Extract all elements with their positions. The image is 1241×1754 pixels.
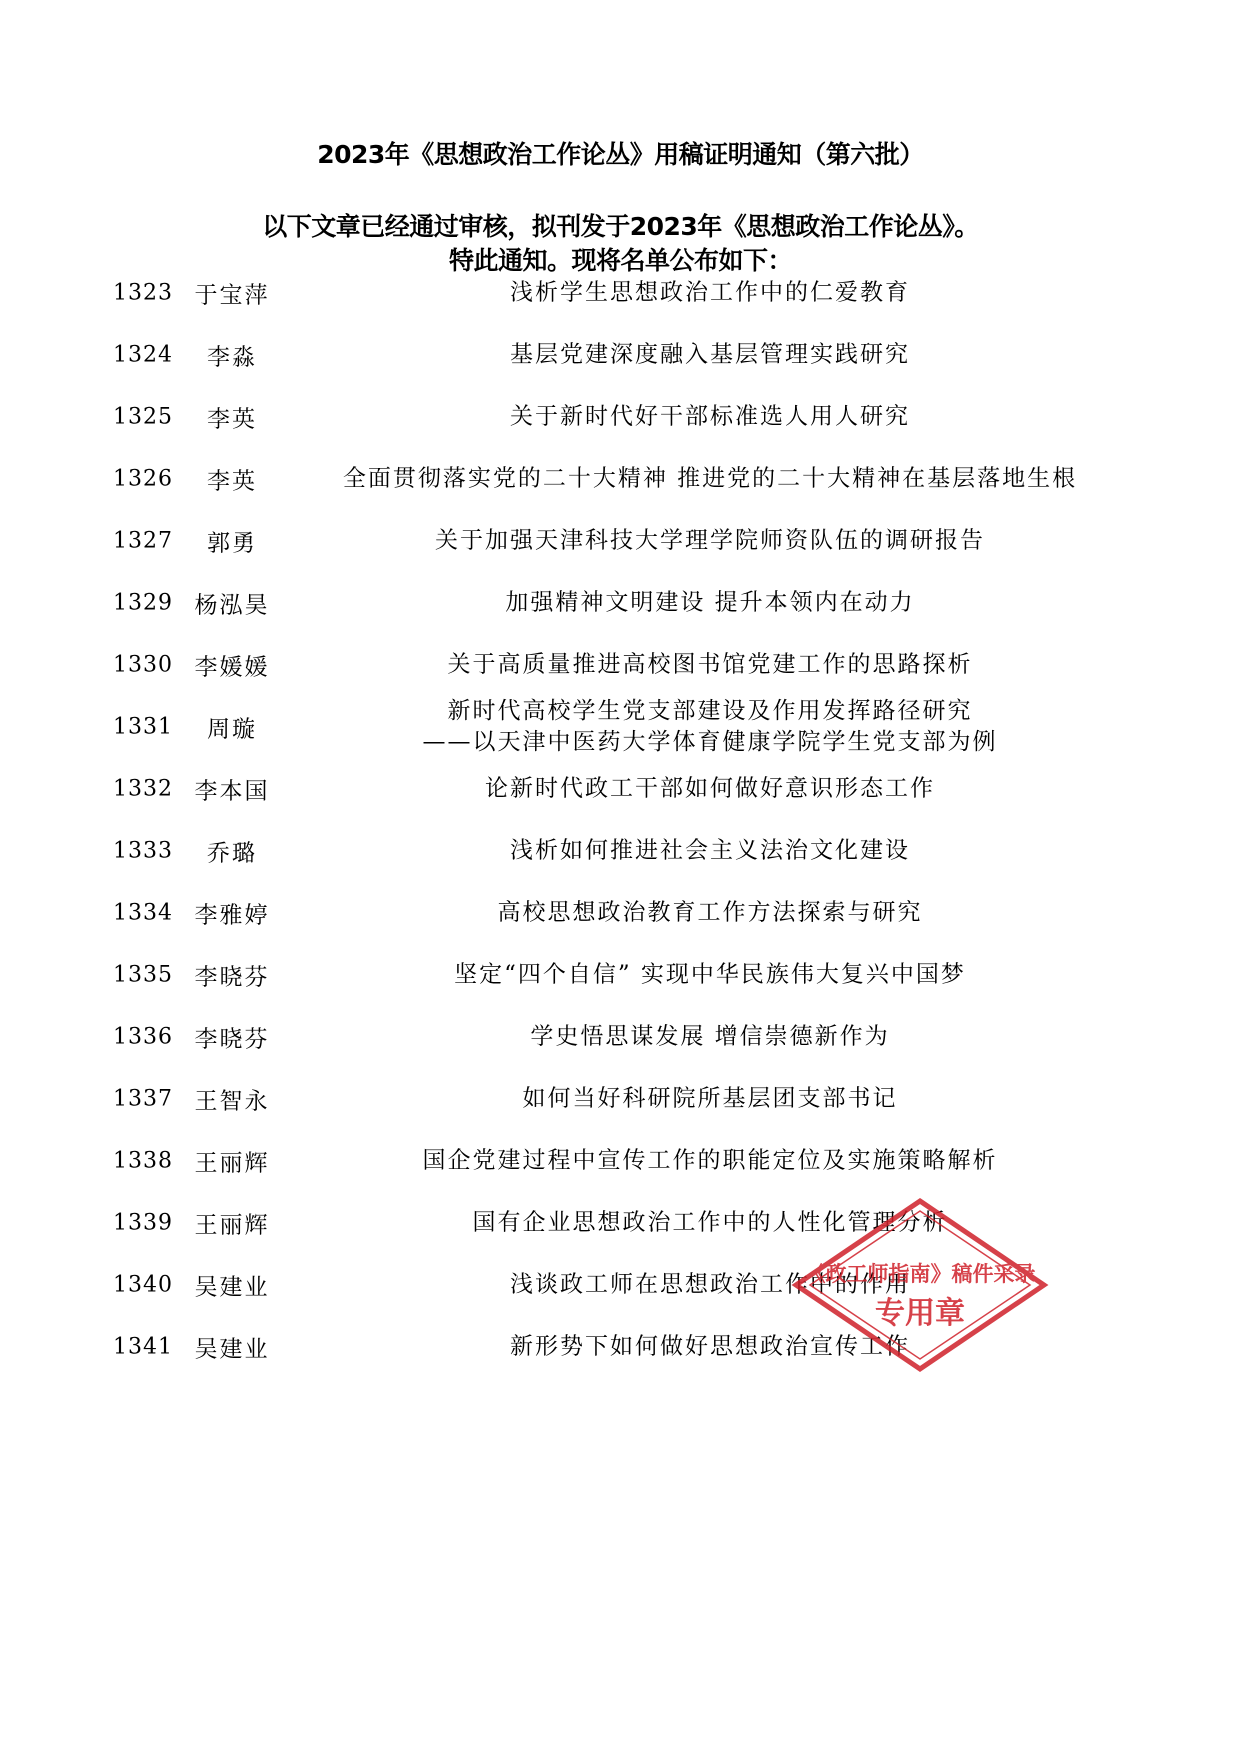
paper-title-line: 学史悟思谋发展 增信崇德新作为 [530, 1023, 890, 1050]
entry-number: 1329 [113, 590, 173, 616]
list-item [0, 1317, 1241, 1377]
paper-title-line: 加强精神文明建设 提升本领内在动力 [505, 589, 915, 616]
stamp-graphic [790, 1195, 1050, 1375]
author-name: 周璇 [207, 716, 257, 743]
list-item [0, 325, 1241, 385]
entry-number: 1340 [113, 1272, 173, 1298]
author-name: 李本国 [194, 778, 270, 805]
list-item [0, 387, 1241, 447]
paper-title-line: 新形势下如何做好思想政治宣传工作 [510, 1333, 910, 1360]
paper-title [300, 836, 1120, 867]
paper-title-line: 关于高质量推进高校图书馆党建工作的思路探析 [447, 651, 973, 678]
entry-number: 1330 [113, 652, 173, 678]
list-item [0, 945, 1241, 1005]
entry-number: 1334 [113, 900, 173, 926]
list-item [0, 759, 1241, 819]
list-item [0, 697, 1241, 757]
stamp-text-line-1: 《政工师指南》稿件采录 [804, 1262, 1036, 1286]
entry-number: 1339 [113, 1210, 173, 1236]
entry-number: 1332 [113, 776, 173, 802]
list-item [0, 883, 1241, 943]
author-name: 乔璐 [207, 840, 257, 867]
author-name: 李淼 [207, 344, 257, 371]
paper-title [300, 774, 1120, 805]
stamp-text-line-2: 专用章 [875, 1296, 965, 1331]
official-stamp [790, 1195, 1050, 1375]
list-item [0, 573, 1241, 633]
author-name: 李英 [207, 468, 257, 495]
paper-title-line: 浅析学生思想政治工作中的仁爱教育 [510, 279, 910, 306]
list-item [0, 635, 1241, 695]
paper-title [300, 464, 1120, 495]
paper-title [300, 696, 1120, 758]
author-name: 郭勇 [207, 530, 257, 557]
list-item [0, 1069, 1241, 1129]
paper-title [300, 588, 1120, 619]
author-name: 吴建业 [194, 1274, 270, 1301]
author-name: 李英 [207, 406, 257, 433]
paper-title-line: 国有企业思想政治工作中的人性化管理分析 [472, 1209, 948, 1236]
entry-number: 1335 [113, 962, 173, 988]
paper-title [300, 1022, 1120, 1053]
paper-title-line: 全面贯彻落实党的二十大精神 推进党的二十大精神在基层落地生根 [342, 465, 1078, 492]
author-name: 于宝萍 [194, 282, 270, 309]
paper-title-line: 基层党建深度融入基层管理实践研究 [510, 341, 910, 368]
paper-title [300, 960, 1120, 991]
list-item [0, 1193, 1241, 1253]
paper-title-line: 坚定“四个自信” 实现中华民族伟大复兴中国梦 [454, 961, 966, 988]
paper-title-line: 浅谈政工师在思想政治工作中的作用 [510, 1271, 910, 1298]
list-item [0, 449, 1241, 509]
entry-number: 1324 [113, 342, 173, 368]
entry-number: 1326 [113, 466, 173, 492]
paper-title [300, 1146, 1120, 1177]
paper-title-line: 新时代高校学生党支部建设及作用发挥路径研究 [447, 698, 973, 724]
author-name: 吴建业 [194, 1336, 270, 1363]
entry-number: 1337 [113, 1086, 173, 1112]
intro-line-1: 以下文章已经通过审核，拟刊发于2023年《思想政治工作论丛》。 [262, 212, 979, 241]
author-name: 李雅婷 [194, 902, 270, 929]
entry-number: 1341 [113, 1334, 173, 1360]
list-item [0, 511, 1241, 571]
entry-number: 1327 [113, 528, 173, 554]
paper-title-line: 国企党建过程中宣传工作的职能定位及实施策略解析 [422, 1147, 998, 1174]
paper-title [300, 340, 1120, 371]
entry-number: 1336 [113, 1024, 173, 1050]
paper-title [300, 650, 1120, 681]
paper-title [300, 526, 1120, 557]
paper-title [300, 1084, 1120, 1115]
paper-title [300, 278, 1120, 309]
document-title: 2023年《思想政治工作论丛》用稿证明通知（第六批） [317, 140, 924, 169]
paper-title [300, 402, 1120, 433]
list-item [0, 1007, 1241, 1067]
entry-number: 1333 [113, 838, 173, 864]
entry-number: 1325 [113, 404, 173, 430]
entry-number: 1323 [113, 280, 173, 306]
paper-title-line: 高校思想政治教育工作方法探索与研究 [497, 899, 923, 926]
list-item [0, 263, 1241, 323]
list-item [0, 821, 1241, 881]
author-name: 王智永 [194, 1088, 270, 1115]
list-item [0, 1131, 1241, 1191]
paper-subtitle-line: ——以天津中医药大学体育健康学院学生党支部为例 [422, 729, 998, 755]
paper-title-line: 如何当好科研院所基层团支部书记 [522, 1085, 898, 1112]
author-name: 李晓芬 [194, 1026, 270, 1053]
paper-title-line: 浅析如何推进社会主义法治文化建设 [510, 837, 910, 864]
paper-title [300, 898, 1120, 929]
entry-number: 1338 [113, 1148, 173, 1174]
author-name: 王丽辉 [194, 1150, 270, 1177]
intro-line-2: 特此通知。现将名单公布如下： [448, 246, 792, 275]
author-name: 杨泓昊 [194, 592, 270, 619]
paper-title-line: 关于新时代好干部标准选人用人研究 [510, 403, 910, 430]
author-name: 李媛媛 [194, 654, 270, 681]
author-name: 王丽辉 [194, 1212, 270, 1239]
entry-number: 1331 [113, 714, 173, 740]
list-item [0, 1255, 1241, 1315]
author-name: 李晓芬 [194, 964, 270, 991]
paper-title-line: 论新时代政工干部如何做好意识形态工作 [485, 775, 935, 802]
paper-title-line: 关于加强天津科技大学理学院师资队伍的调研报告 [435, 527, 985, 554]
